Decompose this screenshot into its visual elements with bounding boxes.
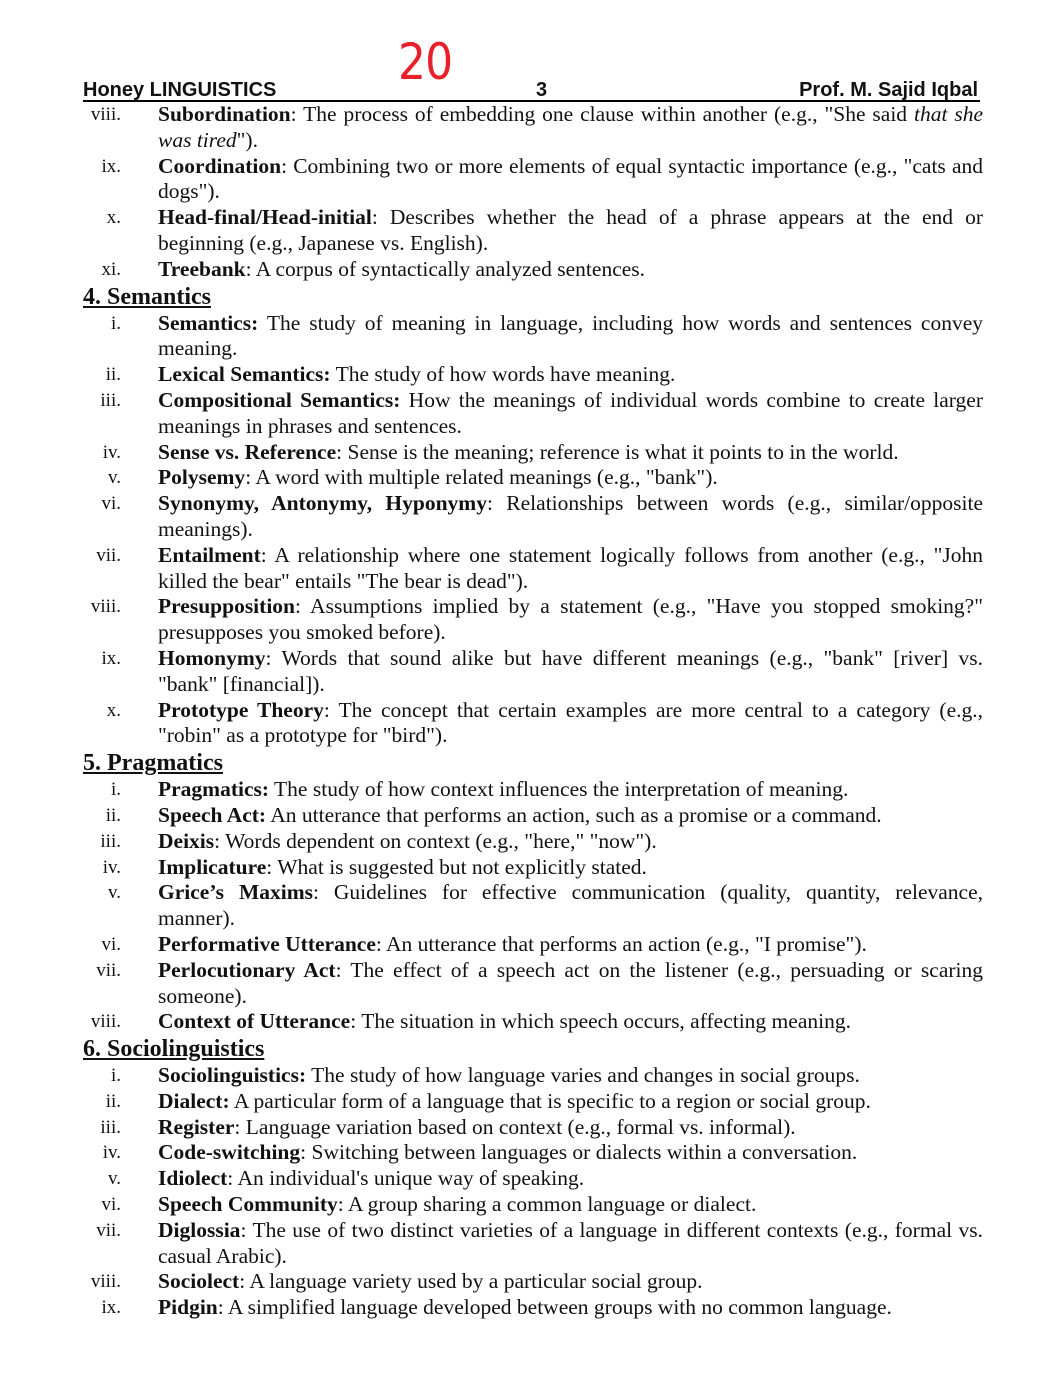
item-text: A particular form of a language that is specific to a region or social group. bbox=[233, 1088, 871, 1113]
item-body bbox=[158, 646, 983, 698]
item-term: Lexical Semantics: bbox=[158, 362, 331, 387]
item-sep: : bbox=[227, 1166, 238, 1191]
item-number: vi. bbox=[101, 933, 121, 955]
item-term: Sense vs. Reference bbox=[158, 439, 337, 464]
item-term: Implicature bbox=[158, 854, 267, 879]
item-sep: : bbox=[350, 1009, 362, 1034]
list-item bbox=[83, 698, 983, 750]
item-body bbox=[158, 958, 983, 1010]
item-number: v. bbox=[107, 467, 121, 489]
item-body bbox=[158, 1269, 983, 1295]
item-body bbox=[158, 465, 983, 491]
item-term: Synonymy, Antonymy, Hyponymy bbox=[158, 491, 487, 516]
item-number: vi. bbox=[101, 493, 121, 515]
section-heading: 6. Sociolinguistics bbox=[83, 1036, 265, 1063]
item-term: Pidgin bbox=[158, 1295, 218, 1320]
list-item bbox=[83, 1218, 983, 1270]
header-title: Honey LINGUISTICS bbox=[83, 79, 277, 101]
item-text: An utterance that performs an action (e.g., "I promise"). bbox=[386, 931, 867, 956]
section-heading: 5. Pragmatics bbox=[83, 750, 223, 777]
item-number: iii. bbox=[100, 830, 121, 852]
item-text: Assumptions implied by a statement (e.g., "Have you stopped smoking?" presupposes you smoked before). bbox=[158, 594, 983, 645]
item-sep: : bbox=[290, 102, 304, 126]
item-number: iv. bbox=[102, 441, 121, 463]
item-number: vi. bbox=[101, 1194, 121, 1216]
item-sep: : bbox=[217, 1295, 228, 1320]
list-item bbox=[83, 257, 983, 283]
item-number: vii. bbox=[96, 1219, 121, 1241]
list-item bbox=[83, 803, 983, 829]
item-sep: : bbox=[337, 1192, 348, 1217]
item-term: Polysemy bbox=[158, 465, 246, 490]
header-page-number: 3 bbox=[536, 79, 548, 101]
item-body bbox=[158, 1115, 983, 1141]
item-text: The study of how language varies and changes in social groups. bbox=[311, 1063, 860, 1088]
page-stamp-number: 20 bbox=[398, 33, 453, 91]
item-body bbox=[158, 880, 983, 932]
item-term: Speech Community bbox=[158, 1192, 338, 1217]
item-sep: : bbox=[313, 880, 334, 905]
list-item bbox=[83, 880, 983, 932]
item-text: What is suggested but not explicitly stated. bbox=[277, 854, 647, 879]
item-number: vii. bbox=[96, 959, 121, 981]
item-number: v. bbox=[107, 1168, 121, 1190]
list-item bbox=[83, 594, 983, 646]
item-term: Idiolect bbox=[158, 1166, 228, 1191]
item-sep: : bbox=[239, 1269, 250, 1294]
item-text: An individual's unique way of speaking. bbox=[237, 1166, 585, 1191]
item-text: The concept that certain examples are more central to a category (e.g., "robin" as a prototype for "bird"). bbox=[158, 697, 983, 748]
item-text: Words that sound alike but have different meanings (e.g., "bank" [river] vs. "bank" [financial]). bbox=[158, 645, 983, 696]
item-body bbox=[158, 855, 983, 881]
item-text: A word with multiple related meanings (e.g., "bank"). bbox=[255, 465, 718, 490]
item-number: viii. bbox=[90, 1011, 121, 1033]
item-term: Subordination bbox=[158, 102, 291, 126]
list-item bbox=[83, 388, 983, 440]
section bbox=[83, 283, 983, 750]
item-body bbox=[158, 154, 983, 206]
item-number: ix. bbox=[101, 647, 121, 669]
item-text: A simplified language developed between groups with no common language. bbox=[227, 1295, 892, 1320]
item-body bbox=[158, 698, 983, 750]
item-sep: : bbox=[300, 1140, 312, 1165]
item-text: The study of how words have meaning. bbox=[335, 362, 676, 387]
item-text: Switching between languages or dialects within a conversation. bbox=[311, 1140, 858, 1165]
item-term: Coordination bbox=[158, 153, 282, 178]
list-item bbox=[83, 491, 983, 543]
item-sep: : bbox=[245, 465, 256, 490]
item-term: Compositional Semantics: bbox=[158, 387, 401, 412]
item-sep bbox=[258, 311, 267, 335]
item-sep: : bbox=[214, 828, 226, 853]
item-sep: : bbox=[281, 153, 294, 178]
item-text: A corpus of syntactically analyzed sentences. bbox=[255, 256, 646, 281]
list-item bbox=[83, 543, 983, 595]
item-body bbox=[158, 440, 983, 466]
item-body bbox=[158, 1009, 983, 1035]
item-number: iv. bbox=[102, 1142, 121, 1164]
item-text: The situation in which speech occurs, affecting meaning. bbox=[361, 1009, 851, 1034]
item-text: A language variety used by a particular social group. bbox=[249, 1269, 703, 1294]
item-body bbox=[158, 1295, 983, 1321]
list-item bbox=[83, 205, 983, 257]
list-item bbox=[83, 1295, 983, 1321]
item-body bbox=[158, 1140, 983, 1166]
item-text: Combining two or more elements of equal syntactic importance (e.g., "cats and dogs"). bbox=[158, 153, 983, 204]
item-number: ix. bbox=[101, 1297, 121, 1319]
list-item bbox=[83, 1140, 983, 1166]
item-body bbox=[158, 594, 983, 646]
item-number: vii. bbox=[96, 544, 121, 566]
item-number: viii. bbox=[90, 1271, 121, 1293]
item-term: Sociolinguistics: bbox=[158, 1063, 307, 1088]
item-text: Language variation based on context (e.g., formal vs. informal). bbox=[245, 1114, 796, 1139]
item-number: iii. bbox=[100, 389, 121, 411]
item-body bbox=[158, 543, 983, 595]
item-body bbox=[158, 388, 983, 440]
list-item bbox=[83, 646, 983, 698]
list-item bbox=[83, 829, 983, 855]
section-heading: 4. Semantics bbox=[83, 283, 211, 310]
item-text: The effect of a speech act on the listener (e.g., persuading or scaring someone). bbox=[158, 957, 983, 1008]
list-item bbox=[83, 1115, 983, 1141]
item-text: The study of meaning in language, including how words and sentences convey meaning. bbox=[158, 310, 983, 361]
item-number: i. bbox=[110, 1065, 121, 1087]
item-sep: : bbox=[323, 697, 339, 722]
item-term: Treebank bbox=[158, 256, 246, 281]
item-sep: : bbox=[265, 645, 282, 670]
item-text-end: "). bbox=[236, 127, 258, 152]
list-item bbox=[83, 1089, 983, 1115]
item-sep bbox=[400, 388, 408, 412]
item-term: Dialect: bbox=[158, 1088, 230, 1113]
item-text: Guidelines for effective communication (quality, quantity, relevance, manner). bbox=[158, 880, 983, 931]
item-body bbox=[158, 205, 983, 257]
item-term: Presupposition bbox=[158, 594, 295, 619]
item-text: An utterance that performs an action, such as a promise or a command. bbox=[270, 802, 882, 827]
list-item bbox=[83, 154, 983, 206]
item-term: Deixis bbox=[158, 828, 215, 853]
item-text: How the meanings of individual words combine to create larger meanings in phrases and sentences. bbox=[158, 387, 984, 438]
item-number: ii. bbox=[105, 364, 121, 386]
item-sep: : bbox=[295, 594, 311, 619]
item-term: Register bbox=[158, 1114, 235, 1139]
item-sep: : bbox=[240, 1217, 253, 1242]
item-number: x. bbox=[106, 699, 121, 721]
item-text: The process of embedding one clause within another (e.g., "She said bbox=[303, 102, 914, 126]
section bbox=[83, 749, 983, 1035]
item-term: Performative Utterance bbox=[158, 931, 376, 956]
item-sep: : bbox=[371, 205, 390, 230]
item-text: The use of two distinct varieties of a language in different contexts (e.g., formal vs. casual Arabic). bbox=[158, 1217, 983, 1268]
item-number: ii. bbox=[105, 1090, 121, 1112]
item-body bbox=[158, 932, 983, 958]
list-item bbox=[83, 311, 983, 363]
item-term: Head-final/Head-initial bbox=[158, 205, 372, 230]
list-item bbox=[83, 1063, 983, 1089]
item-term: Speech Act: bbox=[158, 802, 267, 827]
item-sep: : bbox=[486, 491, 507, 516]
item-body bbox=[158, 362, 983, 388]
list-item bbox=[83, 440, 983, 466]
item-sep: : bbox=[335, 957, 351, 982]
item-number: viii. bbox=[90, 596, 121, 618]
item-sep: : bbox=[260, 542, 275, 567]
item-number: ix. bbox=[101, 155, 121, 177]
item-number: iii. bbox=[100, 1116, 121, 1138]
header-author: Prof. M. Sajid Iqbal bbox=[799, 79, 978, 101]
item-number: xi. bbox=[101, 258, 121, 280]
list-item bbox=[83, 958, 983, 1010]
list-item bbox=[83, 1166, 983, 1192]
item-term: Sociolect bbox=[158, 1269, 240, 1294]
item-term: Grice’s Maxims bbox=[158, 880, 313, 905]
list-item bbox=[83, 1009, 983, 1035]
item-term: Perlocutionary Act bbox=[158, 957, 336, 982]
item-number: x. bbox=[106, 207, 121, 229]
item-term: Semantics: bbox=[158, 310, 259, 335]
item-sep: : bbox=[266, 854, 278, 879]
item-text: The study of how context influences the interpretation of meaning. bbox=[274, 777, 849, 802]
list-item bbox=[83, 932, 983, 958]
item-number: i. bbox=[110, 779, 121, 801]
list-item bbox=[83, 1192, 983, 1218]
item-body bbox=[158, 1218, 983, 1270]
item-number: i. bbox=[110, 312, 121, 334]
item-body bbox=[158, 803, 983, 829]
item-text: Sense is the meaning; reference is what it points to in the world. bbox=[347, 439, 899, 464]
list-item bbox=[83, 855, 983, 881]
item-term: Entailment bbox=[158, 542, 261, 567]
item-text: A relationship where one statement logically follows from another (e.g., "John killed the bear" entails "The bear is dead"). bbox=[158, 542, 984, 593]
item-term: Code-switching bbox=[158, 1140, 301, 1165]
item-text: Relationships between words (e.g., similar/opposite meanings). bbox=[158, 491, 984, 541]
item-sep: : bbox=[336, 439, 348, 464]
item-term: Context of Utterance bbox=[158, 1009, 351, 1034]
item-number: viii. bbox=[90, 104, 121, 125]
sections-container bbox=[83, 283, 983, 1321]
list-item bbox=[83, 777, 983, 803]
item-term: Prototype Theory bbox=[158, 697, 324, 722]
item-body bbox=[158, 257, 983, 283]
list-item bbox=[83, 362, 983, 388]
item-text: A group sharing a common language or dialect. bbox=[347, 1192, 757, 1217]
item-body bbox=[158, 1166, 983, 1192]
item-body bbox=[158, 102, 983, 154]
item-body bbox=[158, 777, 983, 803]
item-number: v. bbox=[107, 882, 121, 904]
item-body bbox=[158, 1063, 983, 1089]
item-term: Homonymy bbox=[158, 645, 266, 670]
continued-list bbox=[83, 102, 983, 283]
item-body bbox=[158, 491, 983, 543]
item-sep: : bbox=[234, 1114, 246, 1139]
list-item bbox=[83, 1269, 983, 1295]
item-sep: : bbox=[375, 931, 387, 956]
item-number: ii. bbox=[105, 804, 121, 826]
item-term: Diglossia bbox=[158, 1217, 241, 1242]
item-body bbox=[158, 311, 983, 363]
item-number: iv. bbox=[102, 856, 121, 878]
item-term: Pragmatics: bbox=[158, 777, 270, 802]
item-body bbox=[158, 1089, 983, 1115]
list-item bbox=[83, 102, 983, 154]
item-text: Words dependent on context (e.g., "here," "now"). bbox=[225, 828, 657, 853]
running-header bbox=[83, 78, 980, 102]
item-example-italic: that she was tired bbox=[158, 102, 983, 152]
item-body bbox=[158, 1192, 983, 1218]
item-body bbox=[158, 829, 983, 855]
item-text: Describes whether the head of a phrase appears at the end or beginning (e.g., Japanese vs. English). bbox=[158, 205, 983, 255]
item-sep: : bbox=[245, 256, 256, 281]
document-body bbox=[83, 102, 983, 1321]
list-item bbox=[83, 465, 983, 491]
section bbox=[83, 1035, 983, 1321]
